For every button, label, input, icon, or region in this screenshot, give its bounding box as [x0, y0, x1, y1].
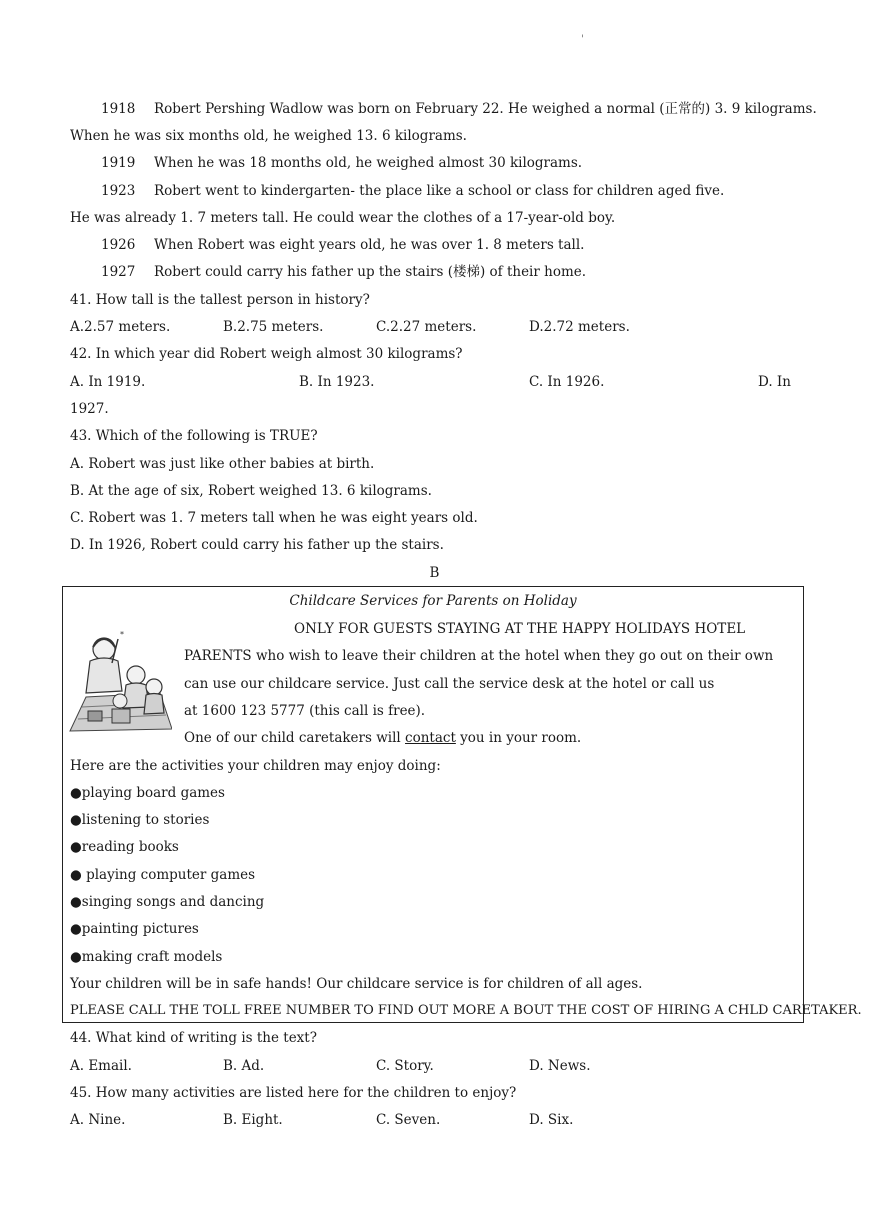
- ad-closing: Your children will be in safe hands! Our childcare service is for children of all ages.: [70, 976, 643, 992]
- q43-option-c[interactable]: C. Robert was 1. 7 meters tall when he was eight years old.: [70, 510, 478, 526]
- timeline-continuation: He was already 1. 7 meters tall. He could wear the clothes of a 17-year-old boy.: [70, 210, 616, 226]
- ad-title: Childcare Services for Parents on Holiday: [289, 593, 577, 609]
- activity-item: ●playing board games: [70, 785, 225, 801]
- timeline-text: Robert could carry his father up the stairs (楼梯) of their home.: [154, 264, 587, 280]
- timeline-continuation: When he was six months old, he weighed 13. 6 kilograms.: [70, 128, 467, 144]
- timeline-entry: [101, 154, 582, 172]
- timeline-entry: [101, 100, 817, 118]
- q42-option-c[interactable]: C. In 1926.: [529, 374, 605, 390]
- question-41: 41. How tall is the tallest person in history?: [70, 292, 370, 308]
- activity-item: ●making craft models: [70, 949, 223, 965]
- timeline-text: When he was 18 months old, he weighed almost 30 kilograms.: [154, 155, 583, 171]
- q42-option-d[interactable]: D. In: [758, 374, 791, 390]
- timeline-entry: [101, 236, 584, 254]
- section-label: B: [429, 565, 440, 581]
- ad-subtitle: ONLY FOR GUESTS STAYING AT THE HAPPY HOLIDAYS HOTEL: [294, 621, 746, 637]
- ad-paragraph-line: at 1600 123 5777 (this call is free).: [184, 703, 426, 719]
- timeline-entry: [101, 263, 586, 281]
- timeline-text: When Robert was eight years old, he was over 1. 8 meters tall.: [154, 237, 585, 253]
- q41-option-a[interactable]: A.2.57 meters.: [70, 319, 171, 335]
- timeline-text: Robert Pershing Wadlow was born on February 22. He weighed a normal (正常的) 3. 9 kilograms.: [154, 101, 817, 117]
- ad-paragraph-line: PARENTS who wish to leave their children at the hotel when they go out on their own: [184, 648, 774, 664]
- svg-text:*: *: [120, 630, 124, 639]
- q44-option-a[interactable]: A. Email.: [70, 1058, 132, 1074]
- q42-option-a[interactable]: A. In 1919.: [70, 374, 146, 390]
- q44-option-c[interactable]: C. Story.: [376, 1058, 434, 1074]
- q44-option-b[interactable]: B. Ad.: [223, 1058, 265, 1074]
- childcare-ad-box: [62, 586, 862, 1023]
- ad-contact-text-end: you in your room.: [455, 730, 582, 746]
- q43-option-a[interactable]: A. Robert was just like other babies at birth.: [70, 456, 375, 472]
- page-mark: ': [581, 34, 584, 45]
- ad-activities-intro: Here are the activities your children may enjoy doing:: [70, 758, 441, 774]
- activity-item: ●painting pictures: [70, 921, 199, 937]
- q45-option-c[interactable]: C. Seven.: [376, 1112, 441, 1128]
- q41-option-b[interactable]: B.2.75 meters.: [223, 319, 324, 335]
- contact-word: contact: [405, 730, 456, 746]
- q45-option-b[interactable]: B. Eight.: [223, 1112, 283, 1128]
- question-42: 42. In which year did Robert weigh almost 30 kilograms?: [70, 346, 463, 362]
- q45-option-d[interactable]: D. Six.: [529, 1112, 574, 1128]
- q42-option-d-continuation: 1927.: [70, 401, 109, 417]
- q43-option-d[interactable]: D. In 1926, Robert could carry his father up the stairs.: [70, 537, 444, 553]
- timeline-year: 1923: [101, 183, 136, 199]
- q44-option-d[interactable]: D. News.: [529, 1058, 591, 1074]
- activity-item: ●reading books: [70, 839, 179, 855]
- question-44: 44. What kind of writing is the text?: [70, 1030, 317, 1046]
- q41-option-c[interactable]: C.2.27 meters.: [376, 319, 477, 335]
- question-45: 45. How many activities are listed here for the children to enjoy?: [70, 1085, 517, 1101]
- timeline-year: 1927: [101, 264, 136, 280]
- ad-paragraph-line: can use our childcare service. Just call the service desk at the hotel or call us: [184, 676, 715, 692]
- timeline-entry: [101, 182, 724, 200]
- ad-footer: PLEASE CALL THE TOLL FREE NUMBER TO FIND OUT MORE A BOUT THE COST OF HIRING A CHLD CARETAKER.: [70, 1003, 862, 1018]
- activity-item: ●singing songs and dancing: [70, 894, 265, 910]
- ad-contact-text: One of our child caretakers will: [184, 730, 406, 746]
- q41-option-d[interactable]: D.2.72 meters.: [529, 319, 630, 335]
- q45-option-a[interactable]: A. Nine.: [70, 1112, 126, 1128]
- activity-item: ●listening to stories: [70, 812, 210, 828]
- activity-item: ● playing computer games: [70, 867, 256, 883]
- question-43: 43. Which of the following is TRUE?: [70, 428, 318, 444]
- q42-option-b[interactable]: B. In 1923.: [299, 374, 375, 390]
- timeline-year: 1926: [101, 237, 136, 253]
- timeline-text: Robert went to kindergarten- the place like a school or class for children aged five.: [154, 183, 725, 199]
- timeline-year: 1919: [101, 155, 136, 171]
- timeline-year: 1918: [101, 101, 136, 117]
- ad-contact-line: [184, 729, 581, 747]
- q43-option-b[interactable]: B. At the age of six, Robert weighed 13. 6 kilograms.: [70, 483, 432, 499]
- children-playing-illustration: [68, 627, 172, 739]
